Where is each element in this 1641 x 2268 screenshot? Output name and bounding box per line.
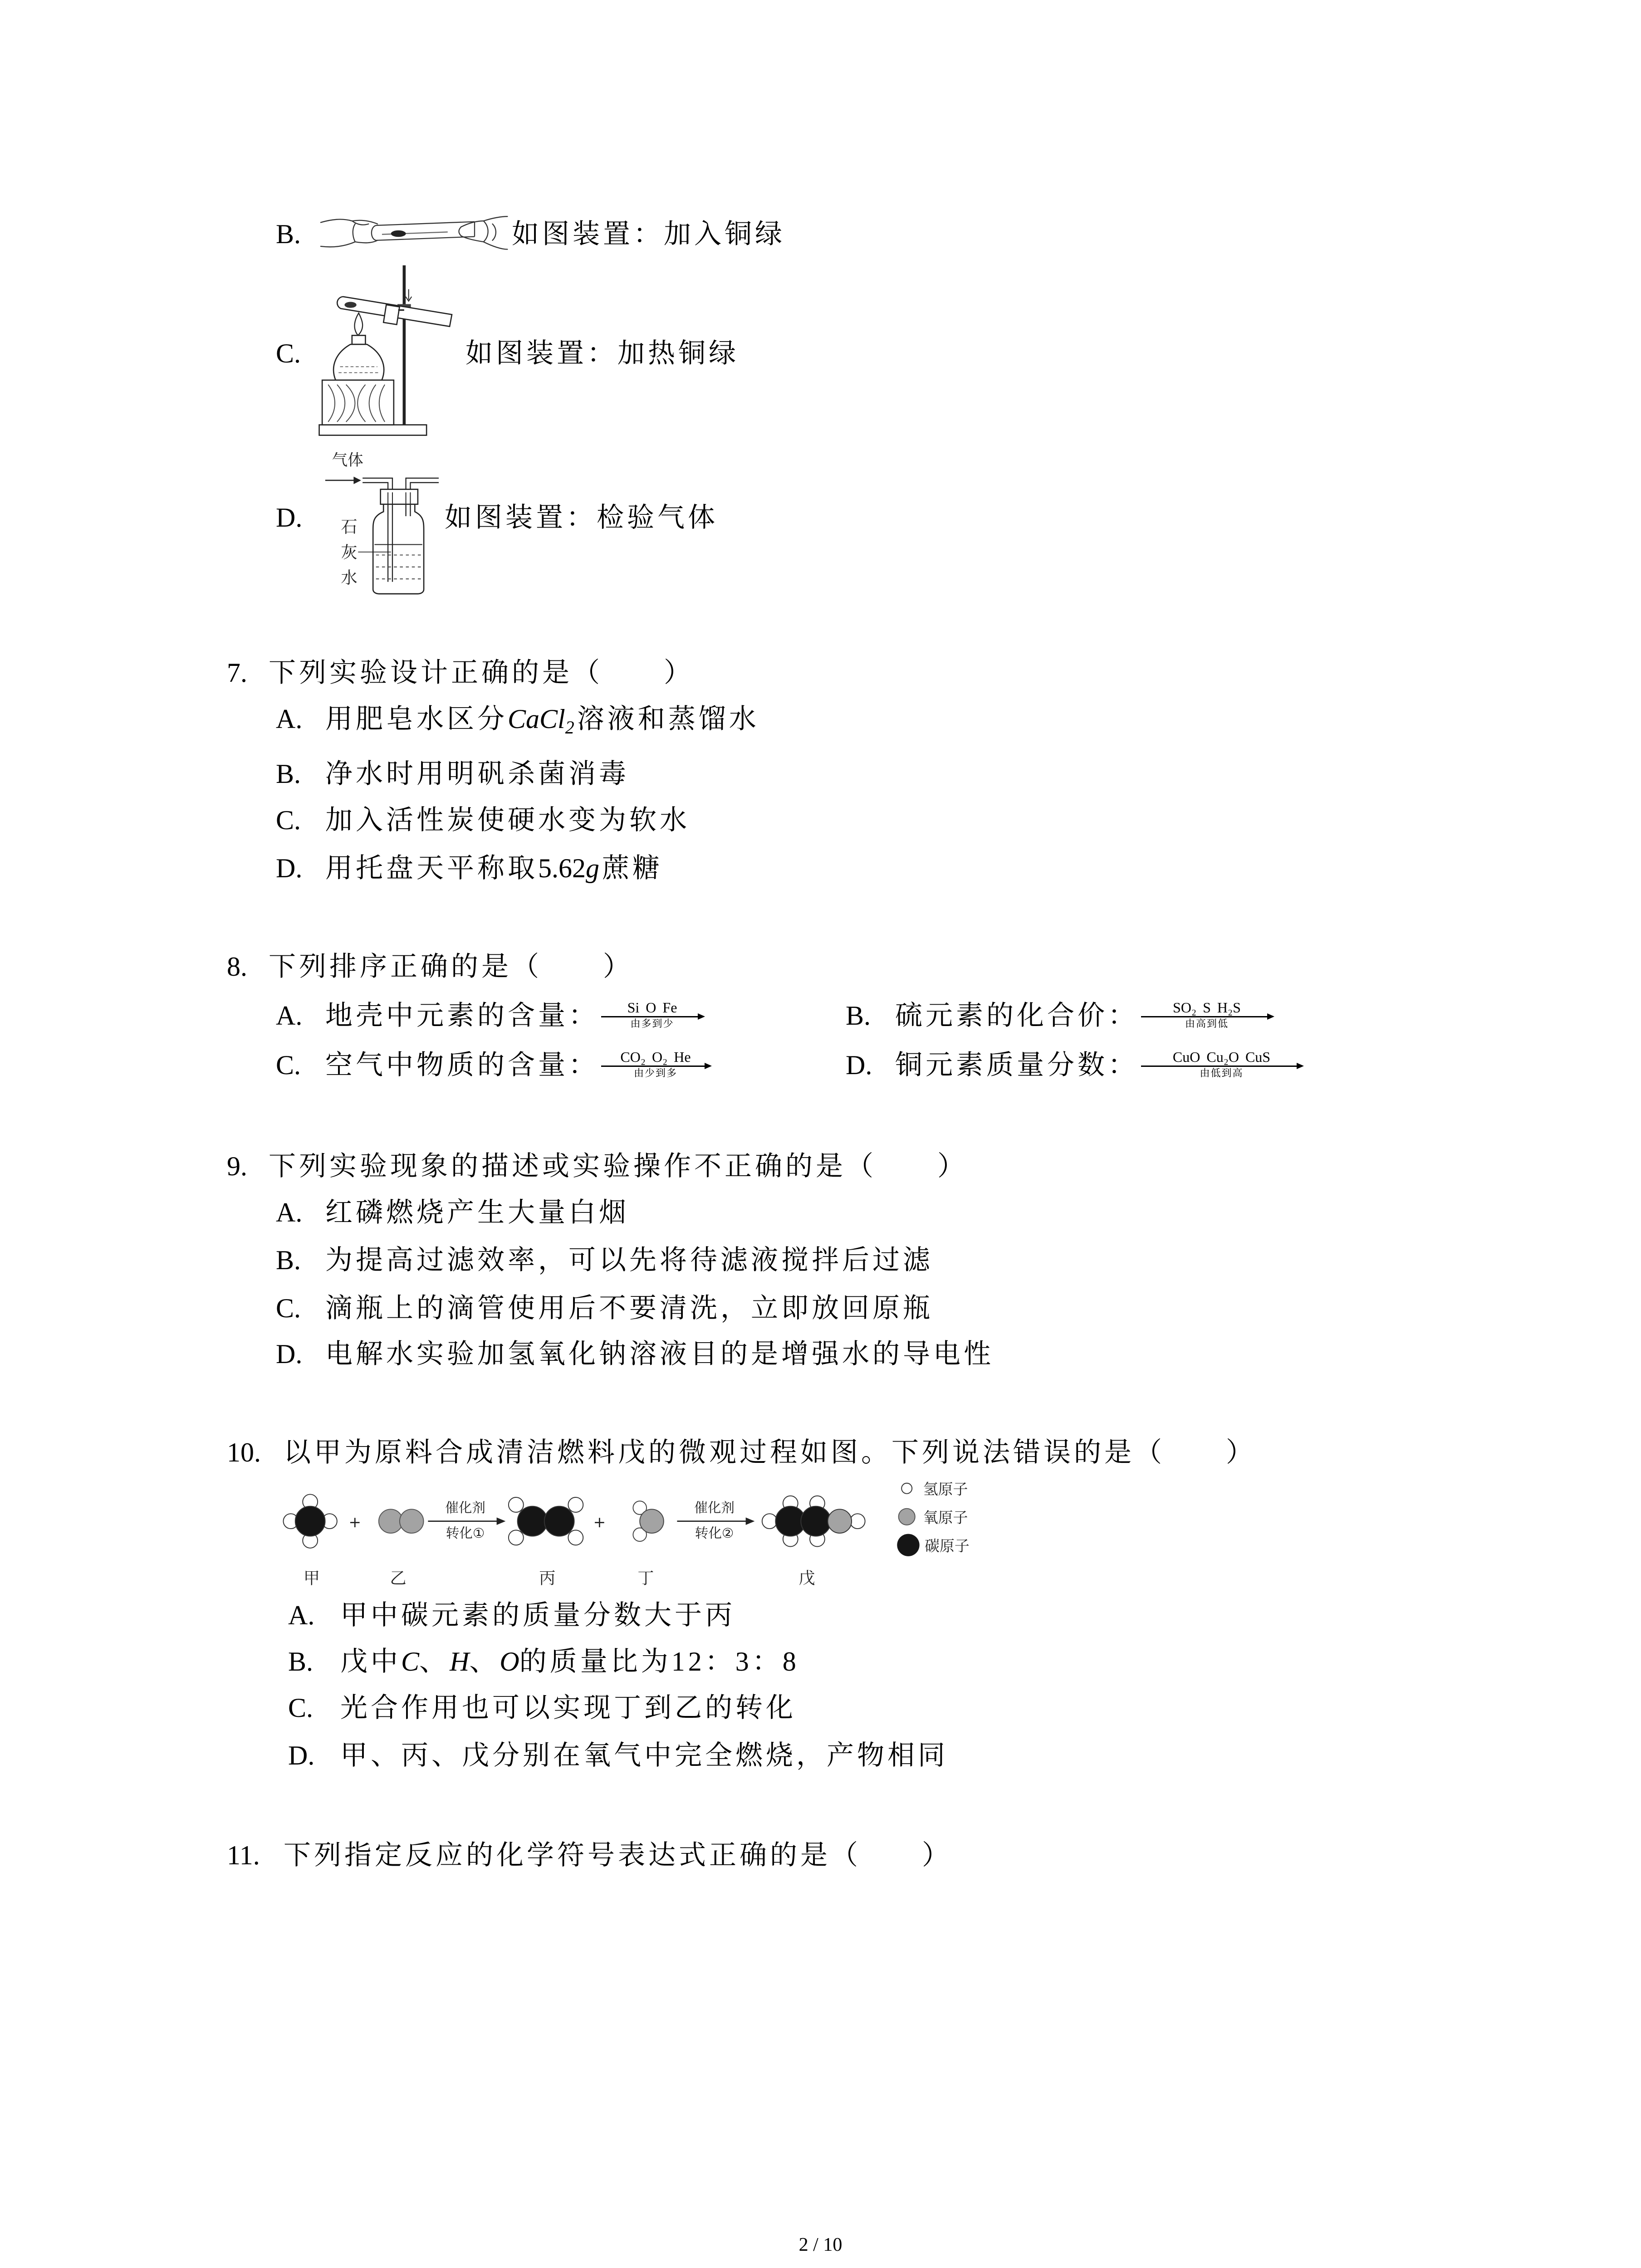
left-hand [321, 219, 377, 247]
legend-label: 氧原子 [923, 1508, 968, 1526]
q10-option-d [288, 1740, 948, 1771]
substance-label: 乙 [390, 1568, 407, 1588]
q6-option-c-text: 如图装置：加热铜绿 [465, 338, 739, 368]
question-text: 下列实验现象的描述或实验操作不正确的是（ ） [269, 1151, 968, 1181]
plus-sign: + [593, 1513, 606, 1531]
bottle-stopper [381, 489, 418, 504]
q6-option-d-text: 如图装置：检验气体 [445, 503, 718, 533]
mass-value: 5.62 [538, 853, 586, 883]
question-number: 11. [227, 1840, 260, 1870]
heating-apparatus-figure [306, 261, 462, 447]
legend-label: 氢原子 [923, 1480, 968, 1498]
step-label: 转化① [446, 1525, 485, 1541]
atom-legend [897, 1480, 969, 1556]
order-item: CuS [1245, 1049, 1271, 1065]
hydrogen-atom [762, 1514, 777, 1529]
question-text: 下列排序正确的是（ ） [269, 952, 633, 982]
order-item: CO₂ [620, 1049, 646, 1065]
order-item: Cu₂O [1206, 1049, 1239, 1065]
right-hand [459, 216, 507, 249]
liquid-label-char: 水 [341, 568, 358, 588]
step-label: 转化② [695, 1525, 734, 1541]
molecule-wu [762, 1496, 865, 1547]
option-label: D. [288, 1740, 315, 1770]
option-text: 戊中 [340, 1647, 401, 1677]
q8-option-d-order-arrow [1141, 1049, 1302, 1080]
q10-stem [227, 1437, 1256, 1468]
order-direction: 由低到高 [1200, 1068, 1244, 1079]
option-label: B. [276, 1245, 301, 1275]
option-label: B. [846, 1001, 871, 1031]
q7-option-c [276, 804, 690, 836]
substance-label: 丙 [539, 1568, 556, 1588]
q11-stem [227, 1839, 952, 1871]
catalyst-label: 催化剂 [445, 1500, 485, 1515]
q8-option-c [276, 1049, 599, 1081]
separator: 、 [419, 1647, 450, 1677]
option-text: 甲、丙、戊分别在氧气中完全燃烧，产物相同 [340, 1740, 948, 1770]
substance-label: 丁 [637, 1568, 654, 1588]
option-text: 用托盘天平称取 [325, 853, 538, 883]
molecule-yi [379, 1509, 424, 1533]
powder-sample [344, 302, 356, 308]
question-text: 下列实验设计正确的是（ ） [269, 658, 694, 688]
gas-test-apparatus-figure [316, 445, 443, 598]
order-item: SO₂ [1173, 999, 1197, 1016]
option-text: 电解水实验加氢氧化钠溶液目的是增强水的导电性 [325, 1339, 994, 1369]
option-text: 为提高过滤效率，可以先将待滤液搅拌后过滤 [325, 1245, 933, 1275]
option-text: 净水时用明矾杀菌消毒 [325, 759, 629, 789]
molecule-bing [509, 1497, 583, 1545]
option-label: A. [288, 1600, 315, 1630]
option-text: 的质量比为12：3：8 [519, 1647, 799, 1677]
q7-option-d [276, 852, 663, 884]
question-number: 10. [227, 1437, 261, 1467]
q8-option-c-order-arrow [601, 1049, 710, 1080]
option-label: A. [276, 1001, 303, 1031]
formula-subscript: 2 [565, 717, 574, 738]
q8-stem [227, 951, 633, 982]
option-label: C. [276, 338, 301, 368]
arrow-right-icon [497, 1517, 506, 1525]
element-symbol: O [500, 1647, 519, 1677]
catalyst-label: 催化剂 [694, 1500, 735, 1515]
order-item: H₂S [1217, 999, 1241, 1016]
q8-option-b [846, 1000, 1138, 1031]
limewater-liquid [376, 555, 421, 579]
option-label: B. [276, 759, 301, 789]
arrow-right-icon [601, 1066, 707, 1067]
legend-carbon-icon [897, 1534, 919, 1556]
powder-sample [391, 230, 406, 237]
option-label: C. [276, 805, 301, 835]
carbon-atom [518, 1506, 548, 1536]
order-items [601, 1049, 710, 1065]
hydrogen-atom [509, 1530, 524, 1545]
separator: 、 [469, 1647, 500, 1677]
option-text: 地壳中元素的含量： [325, 1001, 599, 1031]
option-label: B. [288, 1647, 314, 1677]
option-label: C. [288, 1693, 314, 1723]
q7-stem [227, 657, 694, 689]
question-text: 以甲为原料合成清洁燃料戊的微观过程如图。下列说法错误的是（ ） [284, 1437, 1256, 1467]
question-number: 8. [227, 952, 247, 982]
q8-option-b-order-arrow [1141, 999, 1273, 1031]
legend-oxygen-icon [899, 1509, 915, 1525]
arrow-right-icon [353, 477, 361, 484]
option-text: 红磷燃烧产生大量白烟 [325, 1198, 629, 1227]
hydrogen-atom [850, 1514, 865, 1529]
option-text: 铜元素质量分数： [895, 1050, 1138, 1080]
option-text: 滴瓶上的滴管使用后不要清洗，立即放回原瓶 [325, 1293, 933, 1323]
option-text: 光合作用也可以实现丁到乙的转化 [340, 1693, 796, 1723]
order-direction: 由少到多 [633, 1068, 677, 1079]
option-label: C. [276, 1050, 301, 1080]
q9-stem [227, 1150, 968, 1182]
option-label: A. [276, 704, 303, 734]
order-direction: 由高到低 [1185, 1018, 1229, 1030]
alcohol-lamp [333, 344, 384, 380]
order-item: Si [627, 999, 640, 1016]
oxygen-atom [379, 1509, 403, 1533]
legend-hydrogen-icon [901, 1483, 912, 1494]
q6-option-b-text: 如图装置：加入铜绿 [512, 219, 785, 249]
element-symbol: C [401, 1647, 420, 1677]
hydrogen-atom [509, 1497, 524, 1512]
option-label: D. [846, 1050, 872, 1080]
option-text: 甲中碳元素的质量分数大于丙 [340, 1600, 735, 1630]
order-item: O [646, 999, 656, 1016]
q8-option-a [276, 1000, 599, 1031]
mass-unit: g [586, 853, 599, 883]
molecule-jia [284, 1494, 337, 1548]
molecule-ding [633, 1501, 663, 1541]
order-item: S [1203, 999, 1211, 1016]
liquid-label-char: 灰 [341, 543, 358, 562]
option-label: B. [276, 219, 301, 249]
q9-option-c [276, 1292, 933, 1324]
q7-option-a [276, 703, 759, 743]
rod-pointer [406, 289, 411, 301]
hydrogen-atom [568, 1497, 583, 1512]
order-items [1141, 1049, 1302, 1065]
substance-label: 甲 [303, 1568, 320, 1588]
option-text: 空气中物质的含量： [325, 1050, 599, 1080]
q9-option-a [276, 1197, 629, 1228]
oxygen-atom [828, 1509, 852, 1533]
q9-option-b [276, 1244, 933, 1276]
question-text: 下列指定反应的化学符号表达式正确的是（ ） [284, 1840, 952, 1870]
stand-base [319, 425, 427, 435]
option-label: D. [276, 853, 303, 883]
gas-bottle [373, 504, 424, 594]
question-number: 7. [227, 658, 247, 688]
option-text: 用肥皂水区分 [325, 704, 508, 734]
q10-option-b [288, 1646, 799, 1677]
carbon-atom [295, 1506, 325, 1536]
q6-option-b [276, 218, 325, 250]
molecular-process-diagram [276, 1476, 1007, 1596]
q8-option-a-order-arrow [601, 999, 703, 1031]
option-text: 硫元素的化合价： [895, 1001, 1138, 1031]
option-label: A. [276, 1198, 303, 1227]
q8-option-d [846, 1049, 1138, 1081]
q7-option-b [276, 758, 629, 790]
option-label: D. [276, 503, 303, 533]
carbon-atom [544, 1506, 574, 1536]
arrow-right-icon [1141, 1016, 1270, 1017]
q9-option-d [276, 1338, 994, 1370]
order-direction: 由多到少 [630, 1018, 674, 1030]
element-symbol: H [450, 1647, 470, 1677]
chemical-formula: CaCl [508, 704, 565, 734]
substance-label: 戊 [798, 1568, 815, 1588]
oxygen-atom [640, 1509, 664, 1533]
option-text: 溶液和蒸馏水 [577, 704, 759, 734]
oxygen-atom [400, 1509, 424, 1533]
option-label: C. [276, 1293, 301, 1323]
q10-option-c [288, 1692, 796, 1724]
page-number: 2 / 10 [798, 2234, 843, 2255]
order-item: CuO [1172, 1049, 1200, 1065]
legend-label: 碳原子 [925, 1537, 970, 1555]
arrow-right-icon [1141, 1066, 1299, 1067]
gas-label: 气体 [332, 451, 363, 470]
q10-option-a [288, 1599, 735, 1631]
lamp-neck [352, 335, 366, 344]
order-items [601, 999, 703, 1016]
arrow-right-icon [601, 1016, 700, 1017]
flame-icon [355, 313, 363, 335]
option-text: 加入活性炭使硬水变为软水 [325, 805, 690, 835]
order-item: O₂ [652, 1049, 668, 1065]
arrow-right-icon [746, 1517, 755, 1525]
order-item: He [674, 1049, 691, 1065]
option-label: D. [276, 1339, 303, 1369]
order-items [1141, 999, 1273, 1016]
question-number: 9. [227, 1151, 247, 1181]
tube-clamp [383, 305, 399, 325]
plus-sign: + [348, 1513, 362, 1531]
hydrogen-atom [568, 1530, 583, 1545]
option-text: 蔗糖 [602, 853, 663, 883]
order-item: Fe [662, 999, 677, 1016]
hands-holding-test-tube-figure [321, 206, 510, 266]
carbon-atom [801, 1506, 831, 1536]
liquid-label-char: 石 [341, 517, 358, 537]
